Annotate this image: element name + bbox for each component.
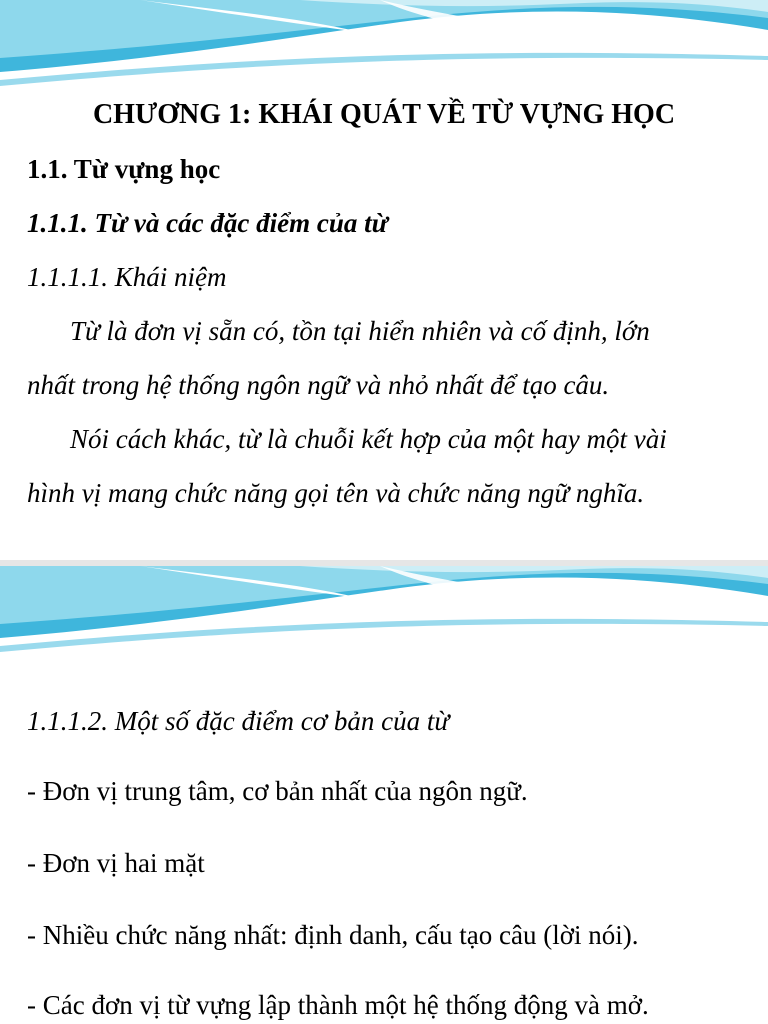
bullet-item-2: - Đơn vị hai mặt [27, 848, 205, 878]
bullet-item-1: - Đơn vị trung tâm, cơ bản nhất của ngôn ngữ. [27, 776, 528, 806]
subsubsection-heading: 1.1.1.1. Khái niệm [27, 262, 227, 292]
chapter-title: CHƯƠNG 1: KHÁI QUÁT VỀ TỪ VỰNG HỌC [92, 99, 676, 130]
subsection-heading: 1.1.1. Từ và các đặc điểm của từ [27, 208, 388, 238]
section-heading: 1.1. Từ vựng học [27, 154, 221, 184]
wave-header-decoration [0, 566, 768, 666]
wave-header-decoration [0, 0, 768, 100]
bullet-item-4: - Các đơn vị từ vựng lập thành một hệ thống động và mở. [27, 990, 649, 1020]
bullet-item-3: - Nhiều chức năng nhất: định danh, cấu tạo câu (lời nói). [27, 920, 639, 950]
characteristics-heading: 1.1.1.2. Một số đặc điểm cơ bản của từ [27, 706, 450, 736]
definition-paragraph-line-2: nhất trong hệ thống ngôn ngữ và nhỏ nhất để tạo câu. [27, 370, 610, 400]
alternative-definition-line-1: Nói cách khác, từ là chuỗi kết hợp của một hay một vài [70, 424, 667, 454]
slide-2 [0, 566, 768, 1024]
alternative-definition-line-2: hình vị mang chức năng gọi tên và chức năng ngữ nghĩa. [27, 478, 645, 508]
definition-paragraph-line-1: Từ là đơn vị sẵn có, tồn tại hiển nhiên và cố định, lớn [70, 316, 650, 346]
